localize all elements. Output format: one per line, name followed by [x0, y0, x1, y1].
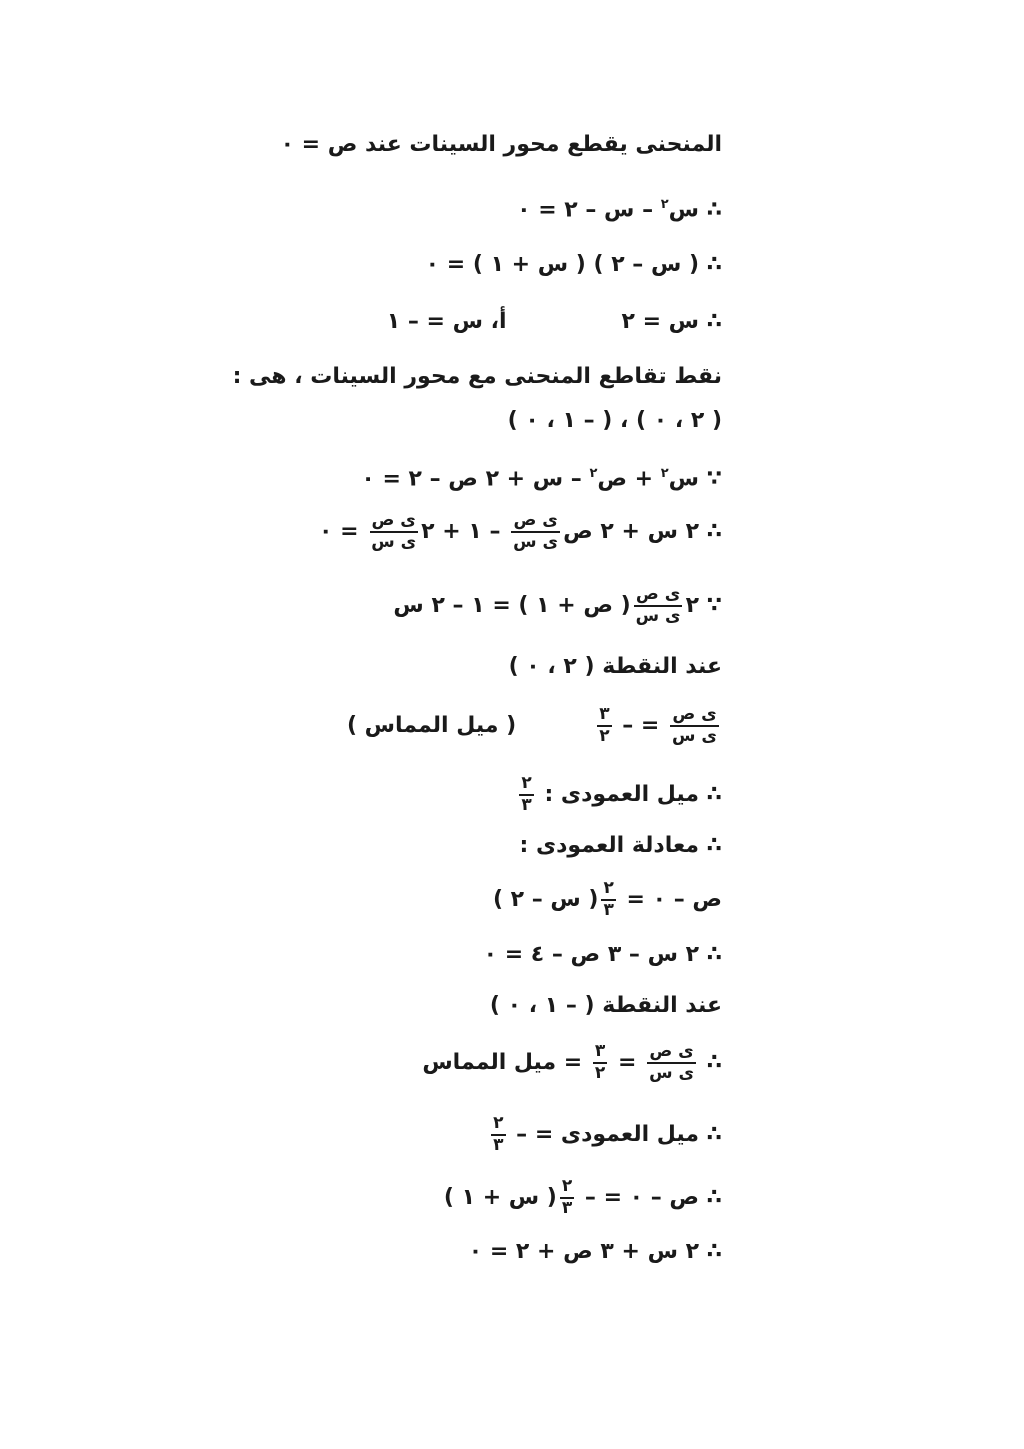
- equation-part: ( س + ١ ): [443, 1184, 557, 1210]
- slope-fraction: [560, 1178, 574, 1218]
- fraction-numerator: ى ص: [511, 512, 559, 533]
- differentiated-equation: [319, 512, 722, 552]
- fraction-denominator: ٣: [561, 1197, 573, 1218]
- intersection-points: ( ٢ ، ٠ ) ، ( – ١ ، ٠ ): [507, 408, 722, 433]
- equation-part: ( س – ٢ ): [492, 886, 599, 912]
- fraction-denominator: ٢: [599, 725, 610, 746]
- equation-part: = ٠: [319, 518, 367, 544]
- tangent-slope-note: ( ميل المماس ): [346, 712, 517, 738]
- equation-part: =: [610, 1049, 645, 1075]
- fraction-denominator: ٣: [493, 1134, 504, 1155]
- equation-part: ∴: [699, 1049, 722, 1075]
- equation-part: ∴ ص – ٠ = –: [577, 1184, 722, 1210]
- fraction-denominator: ٣: [603, 899, 614, 920]
- slope-fraction: [597, 706, 611, 746]
- fraction-numerator: ٢: [560, 1178, 574, 1199]
- point-label: عند النقطة ( ٢ ، ٠ ): [508, 654, 722, 679]
- point-label: عند النقطة ( – ١ ، ٠ ): [489, 993, 722, 1018]
- fraction-numerator: ى ص: [647, 1043, 695, 1064]
- normal-slope-line: [488, 1115, 722, 1155]
- normal-equation-label: ∴ معادلة العمودى :: [519, 833, 722, 858]
- intersection-statement: المنحنى يقطع محور السينات عند ص = ٠: [280, 132, 722, 157]
- fraction-denominator: ى س: [649, 1062, 695, 1083]
- equation-part: ∴ ٢ س + ٢ ص: [563, 518, 722, 544]
- equation-part: ص – ٠ =: [618, 886, 722, 912]
- fraction-numerator: ى ص: [670, 706, 718, 727]
- derivative-fraction: [369, 512, 418, 552]
- root-1: ∴ س = ٢: [621, 309, 722, 334]
- fraction-denominator: ٣: [521, 794, 532, 815]
- equation-part: – س – ٢ = ٠: [517, 197, 661, 223]
- slope-fraction: [601, 880, 615, 920]
- normal-equation-result: ∴ ٢ س – ٣ ص – ٤ = ٠: [483, 942, 722, 967]
- fraction-denominator: ى س: [672, 725, 717, 746]
- fraction-numerator: ٣: [597, 706, 611, 727]
- fraction-denominator: ى س: [513, 531, 559, 552]
- equation-part: = ميل المماس: [422, 1049, 590, 1075]
- normal-equation: [493, 880, 722, 920]
- fraction-denominator: ى س: [371, 531, 417, 552]
- exponent: ٢: [660, 466, 669, 481]
- roots-line: [387, 311, 722, 333]
- equation-line: [517, 198, 722, 221]
- exponent: ٢: [660, 197, 669, 212]
- derivative-fraction: [634, 586, 683, 626]
- normal-equation-result: ∴ ٢ س + ٣ ص + ٢ = ٠: [468, 1239, 722, 1264]
- fraction-denominator: ٢: [594, 1062, 606, 1083]
- normal-slope-line: [516, 775, 722, 815]
- slope-fraction: [593, 1043, 607, 1083]
- curve-equation: [361, 467, 722, 490]
- equation-part: ∴ س: [668, 197, 722, 223]
- fraction-numerator: ى ص: [370, 512, 418, 533]
- slope-fraction: [491, 1115, 505, 1155]
- equation-part: ( ص + ١ ) = ١ – ٢ س: [393, 592, 631, 618]
- derivative-fraction: [647, 1043, 696, 1083]
- derivative-equation: [393, 586, 722, 626]
- root-2: أ، س = – ١: [386, 309, 507, 334]
- derivative-fraction: [670, 706, 719, 746]
- fraction-numerator: ٢: [519, 775, 533, 796]
- normal-equation: [444, 1178, 722, 1218]
- derivative-fraction: [511, 512, 560, 552]
- equation-part: = –: [614, 712, 668, 738]
- fraction-numerator: ى ص: [634, 586, 682, 607]
- exponent: ٢: [589, 466, 598, 481]
- fraction-denominator: ى س: [635, 605, 681, 626]
- tangent-slope-line: [347, 706, 722, 746]
- equation-part: ∵ ٢: [685, 592, 722, 618]
- equation-part: ∴ ميل العمودى = –: [508, 1121, 722, 1147]
- slope-fraction: [519, 775, 533, 815]
- equation-part: + ص: [597, 466, 661, 492]
- fraction-numerator: ٢: [491, 1115, 505, 1136]
- equation-part: ∵ س: [668, 466, 722, 492]
- tangent-slope-line: [422, 1043, 722, 1083]
- intersection-points-label: نقط تقاطع المنحنى مع محور السينات ، هى :: [232, 364, 722, 389]
- fraction-numerator: ٢: [601, 880, 615, 901]
- fraction-numerator: ٣: [593, 1043, 607, 1064]
- equation-part: ∴ ميل العمودى :: [536, 781, 722, 807]
- equation-part: – ١ + ٢: [421, 518, 509, 544]
- factored-equation: ∴ ( س – ٢ ) ( س + ١ ) = ٠: [425, 252, 722, 277]
- equation-part: – س + ٢ ص – ٢ = ٠: [361, 466, 590, 492]
